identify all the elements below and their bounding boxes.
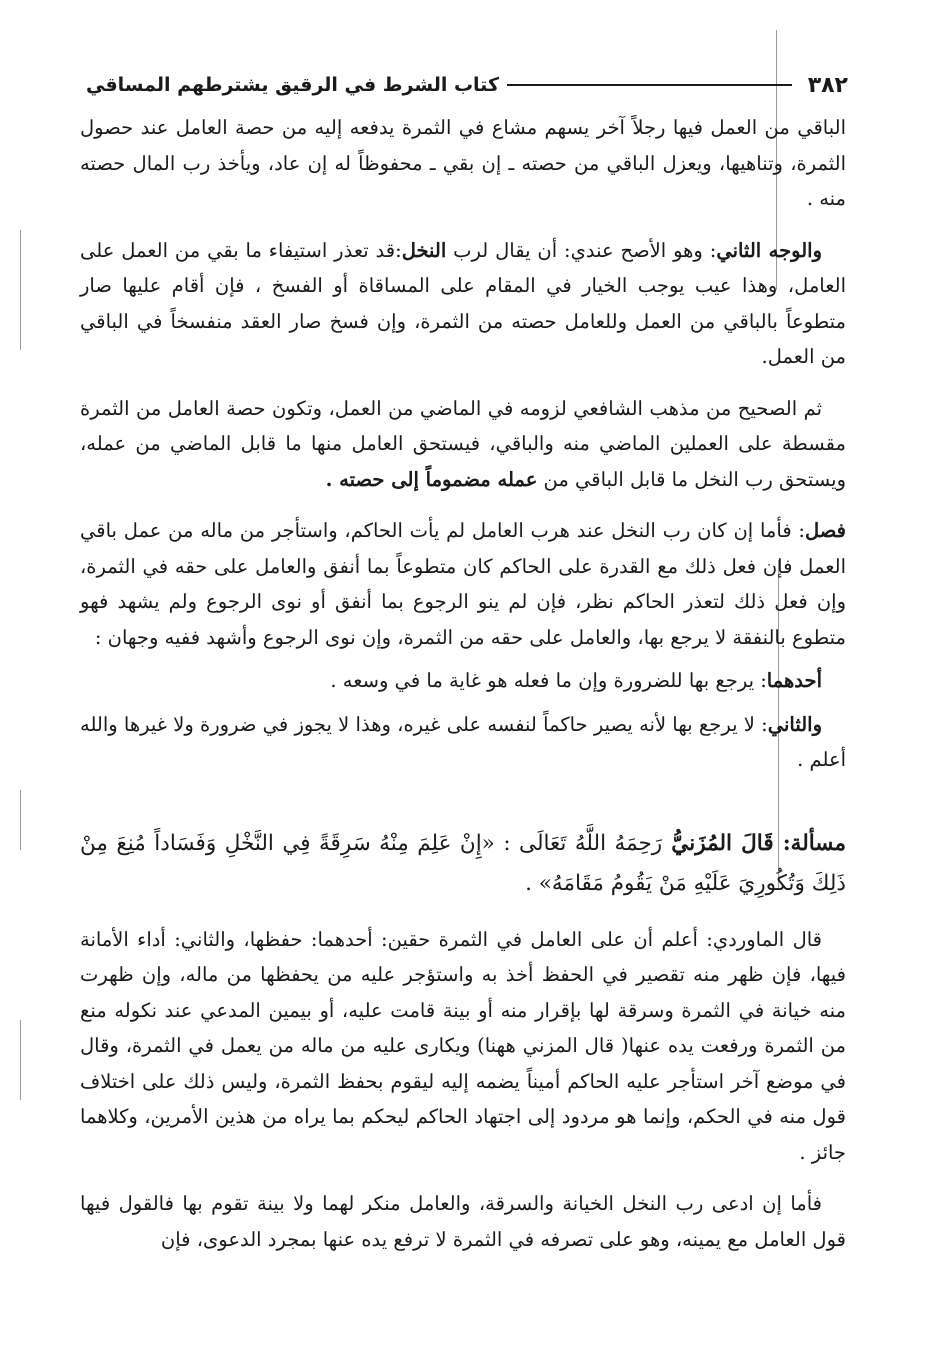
- paragraph-2: [80, 233, 846, 375]
- scan-artifact-line: [20, 230, 21, 350]
- masala-author: : قَالَ المُزَنيُّ: [662, 830, 791, 856]
- page-number: ٣٨٢: [807, 72, 848, 98]
- paragraph-2-text-b: :قد تعذر استيفاء ما بقي من العمل على العامل، وهذا عيب يوجب الخيار في المقام على المساقاة أو الفسخ ، فإن أقام عليها صار متطوعاً بالباقي من العمل وللعامل حصته من الثمرة، وإن فسخ صار العقد منفسخاً في الباقي من العمل.: [80, 238, 846, 368]
- paragraph-1: الباقي من العمل فيها رجلاً آخر يسهم مشاع في الثمرة يدفعه إليه من حصة العامل عند حصول الثمرة، وتناهيها، ويعزل الباقي من حصته ـ إن بقي ـ محفوظاً له إن عاد، ويأخذ رب المال حصته منه .: [80, 116, 846, 210]
- paragraph-masala: [80, 824, 846, 904]
- second-aspect-heading: والوجه الثاني: [716, 238, 823, 262]
- paragraph-final: فأما إن ادعى رب النخل الخيانة والسرقة، والعامل منكر لهما ولا بينة تقوم بها فالقول فيها قول العامل مع يمينه، وهو على تصرفه في الثمرة لا ترفع يده عنها بمجرد الدعوى، فإن: [80, 1192, 846, 1251]
- running-header: [86, 70, 848, 100]
- fasl-text: : فأما إن كان رب النخل عند هرب العامل لم يأت الحاكم، واستأجر من ماله من عمل باقي العمل فإن فعل ذلك مع القدرة على الحاكم كان متطوعاً بما أنفق والعامل على حقه في الثمرة، وإن فعل ذلك لتعذر الحاكم نظر، فإن لم ينو الرجوع بما أنفق أو نوى الرجوع ولم يشهد فهو متطوع بالنفقة لا يرجع بها، والعامل على حقه من الثمرة، وإن نوى الرجوع وأشهد ففيه وجهان :: [80, 519, 846, 649]
- paragraph-fasl: [80, 513, 846, 655]
- scan-artifact-line: [20, 790, 21, 850]
- chapter-title: كتاب الشرط في الرقيق يشترطهم المساقي: [86, 74, 499, 96]
- paragraph-second-view: [80, 707, 846, 778]
- paragraph-2-bold-term: النخل: [401, 238, 447, 262]
- paragraph-mawardi: قال الماوردي: أعلم أن على العامل في الثمرة حقين: أحدهما: حفظها، والثاني: أداء الأمانة فيها، فإن ظهر منه تقصير في الحفظ أخذ به واستؤجر عليه من يحفظها من ماله، وإن ظهرت منه خيانة في الثمرة وسرقة لها بإقرار منه أو بينة قامت عليه، أو بيمين المدعي عند نكوله منع من الثمرة ورفعت يده عنها( قال المزني ههنا) ويكارى عليه من ماله من يعمل في الثمرة، وقال في موضع آخر استأجر عليه الحاكم أميناً يضمه إليه ليقوم بحفظ الثمرة، وليس ذلك على اختلاف قول منه في الحكم، وإنما هو مردود إلى اجتهاد الحاكم ليحكم بما يراه من هذين الأمرين، وكلاهما جائز .: [80, 927, 846, 1164]
- paragraph-3-text: ثم الصحيح من مذهب الشافعي لزومه في الماضي من العمل، وتكون حصة العامل من الثمرة مقسطة على العملين الماضي منه والباقي، فيستحق العامل منها ما قابل الماضي من عمله، ويستحق رب النخل ما قابل الباقي من: [80, 396, 846, 491]
- second-view-heading: والثاني: [767, 712, 822, 736]
- first-view-text: : يرجع بها للضرورة وإن ما فعله هو غاية ما في وسعه .: [330, 669, 767, 692]
- scan-artifact-line: [20, 1020, 21, 1100]
- paragraph-3: [80, 391, 846, 498]
- header-rule: [507, 84, 792, 86]
- paragraph-first-view: [80, 663, 846, 699]
- page-body: [80, 110, 846, 1273]
- masala-text: رَحِمَهُ اللَّهُ تَعَالَى : «إِنْ عَلِمَ مِنْهُ سَرِقَةً فِي النَّخْلِ وَفَسَاداً مُنِعَ مِنْ ذَلِكَ وَتُكُورِيَ عَلَيْهِ مَنْ يَقُومُ مَقَامَهُ» .: [80, 830, 846, 896]
- paragraph-3-bold: عمله مضموماً إلى حصته .: [325, 467, 538, 491]
- second-view-text: : لا يرجع بها لأنه يصير حاكماً لنفسه على غيره، وهذا لا يجوز في ضرورة ولا غيرها والله أعلم .: [80, 712, 846, 771]
- paragraph-2-text-a: : وهو الأصح عندي: أن يقال لرب: [446, 238, 717, 262]
- masala-heading: مسألة: [790, 830, 846, 856]
- first-view-heading: أحدهما: [766, 669, 822, 692]
- fasl-heading: فصل: [805, 519, 846, 542]
